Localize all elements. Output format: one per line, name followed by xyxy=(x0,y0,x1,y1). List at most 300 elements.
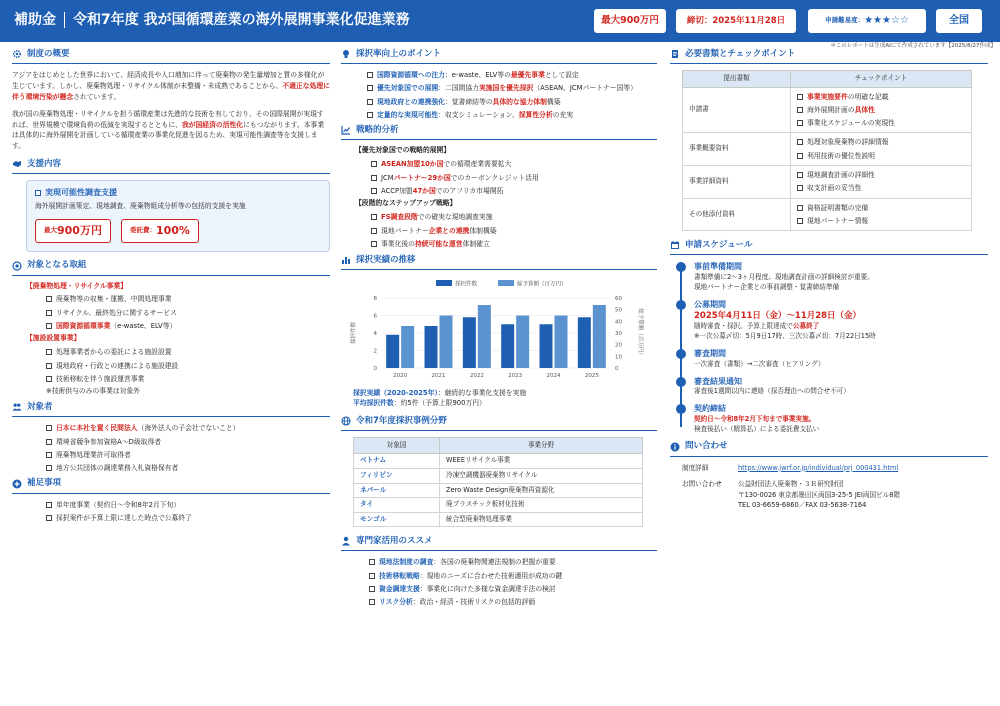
list-item xyxy=(369,584,657,594)
timeline-step xyxy=(694,348,988,369)
strategy-text: でのカーボンクレジット活用 xyxy=(450,173,539,182)
lightbulb-icon xyxy=(341,49,351,59)
step-heading: 審査結果通知 xyxy=(694,376,742,386)
step-heading: 審査期間 xyxy=(694,349,726,359)
table-header: 対象国 xyxy=(354,437,440,454)
activities-heading xyxy=(12,260,330,272)
table-cell-checks xyxy=(791,87,972,133)
table-cell-doc: その他添付資料 xyxy=(683,198,791,231)
y-tick-right: 10 xyxy=(615,354,622,361)
list-item-text: 廃棄物処理業許可取得者 xyxy=(56,451,131,460)
checkbox-icon xyxy=(371,228,377,234)
strategy-text: での確実な現地調査実施 xyxy=(417,213,493,222)
list-item xyxy=(46,294,330,304)
table-row xyxy=(354,454,643,469)
list-item-text: 単年度事業（契約日〜令和8年2月下旬） xyxy=(56,500,181,509)
list-item-text: 現地政府・行政との連携による施設建設 xyxy=(56,361,179,370)
rate-label: 委託費： xyxy=(129,225,156,234)
checkbox-icon xyxy=(46,515,52,521)
timeline-dot xyxy=(676,404,686,414)
check-item xyxy=(797,151,965,161)
points-heading xyxy=(341,48,657,60)
table-cell-country: タイ xyxy=(354,498,440,513)
bar-budget xyxy=(555,316,568,369)
list-item xyxy=(369,571,657,581)
max-value: 900万円 xyxy=(57,223,102,237)
schedule-heading xyxy=(670,239,988,251)
list-item-text: 採択案件が予算上限に達した時点で公募終了 xyxy=(56,513,192,522)
cases-heading xyxy=(341,415,657,427)
strategy-title: 戦略的分析 xyxy=(356,125,399,136)
expert-highlight: 技術移転戦略 xyxy=(379,571,420,580)
activities-group-2-items xyxy=(26,347,330,384)
checkbox-icon xyxy=(369,586,375,592)
checkbox-icon xyxy=(46,349,52,355)
gear-icon xyxy=(12,49,22,59)
step-heading: 事前準備期間 xyxy=(694,262,742,272)
list-item xyxy=(367,97,657,107)
contact-block xyxy=(670,463,988,511)
list-item xyxy=(46,463,330,473)
checkbox-icon xyxy=(46,323,52,329)
timeline-step xyxy=(694,376,988,397)
table-row xyxy=(683,87,972,133)
list-item xyxy=(367,83,657,93)
results-chart xyxy=(341,276,657,384)
checkbox-icon xyxy=(797,185,803,191)
checkbox-icon xyxy=(46,310,52,316)
check-text: 現地調査計画の詳細性 xyxy=(807,171,875,180)
point-text: ：収支シミュレーション、 xyxy=(438,111,519,120)
timeline-dot xyxy=(676,377,686,387)
strategy-group-1-items xyxy=(355,159,657,196)
step-text: 一次審査（書類）→二次審査（ヒアリング） xyxy=(694,359,825,368)
table-row xyxy=(683,133,972,166)
check-item xyxy=(797,170,965,180)
strategy-group-1: 【優先対象国での戦略的展開】 xyxy=(355,146,451,155)
category-tag: 補助金 xyxy=(14,12,56,28)
left-column xyxy=(12,48,330,526)
step-text-part: 随時審査・採択。予算上限達成で xyxy=(694,322,793,331)
step-text: ※一次公募〆切：5月9日17時、三次公募〆切：7月22日15時 xyxy=(694,332,876,341)
check-text: 資格証明書類の完備 xyxy=(807,203,869,212)
strategy-text: 体制確立 xyxy=(462,239,490,248)
list-item xyxy=(46,450,330,460)
check-text: 収支計画の妥当性 xyxy=(807,184,862,193)
expert-text: ：事業化に向けた多様な資金調達手法の検討 xyxy=(419,584,556,593)
list-item xyxy=(371,173,657,183)
expert-text: ：現地のニーズに合わせた技術適用が成功の鍵 xyxy=(419,571,563,580)
strategy-list xyxy=(341,146,657,249)
bar-budget xyxy=(478,305,491,368)
table-cell-field: 廃プラスチック板材化技術 xyxy=(440,498,643,513)
x-tick-label: 2024 xyxy=(546,373,561,380)
table-header-row xyxy=(354,437,643,454)
divider xyxy=(341,269,657,270)
header-bar xyxy=(0,0,1000,42)
contact-detail-label: 制度詳細 xyxy=(682,463,709,472)
experts-title: 専門家活用のススメ xyxy=(356,536,433,547)
timeline-line xyxy=(680,265,682,426)
timeline-step xyxy=(694,261,988,292)
checkbox-icon xyxy=(367,112,373,118)
target-icon xyxy=(12,261,22,271)
point-text: 構築 xyxy=(546,97,561,106)
table-row xyxy=(683,198,972,231)
step-text xyxy=(694,322,988,332)
divider xyxy=(341,430,657,431)
strategy-group-2: 【段階的なステップアップ戦略】 xyxy=(355,199,457,208)
bar-count xyxy=(463,317,476,368)
list-item xyxy=(371,186,657,196)
list-item xyxy=(371,226,657,236)
strategy-heading xyxy=(341,124,657,136)
list-item xyxy=(46,347,330,357)
support-heading xyxy=(12,158,330,170)
strategy-text: JCM xyxy=(381,173,394,182)
point-text: ：二国間協力 xyxy=(438,84,479,93)
legend-label: 総予算額（百万円） xyxy=(517,281,567,288)
divider xyxy=(670,63,988,64)
overview-text: にもつながります。本事業は具体的に海外展開を計画している循環産業の事業化促進を図るため、実現可能性調査等を支援します。 xyxy=(12,120,325,151)
y-tick-left: 2 xyxy=(373,348,377,355)
divider xyxy=(670,456,988,457)
divider xyxy=(12,275,330,276)
table-row xyxy=(354,483,643,498)
documents-table xyxy=(682,70,972,231)
checkbox-icon xyxy=(371,241,377,247)
summary-label: 採択実績（2020-2025年） xyxy=(353,389,438,398)
overview-text: アジアをはじめとした世界において、経済成長や人口増加に伴って廃棄物の発生量増加と質の多様化が生じています。しかし、廃棄物処理・リサイクル体制が未整備・未成熟であることから、 xyxy=(12,71,325,90)
difficulty-label: 申請難易度： xyxy=(825,16,865,25)
documents-title: 必要書類とチェックポイント xyxy=(685,48,796,59)
table-cell-field: 統合型廃棄物処理事業 xyxy=(440,512,643,527)
step-date: 2025年4月11日（金）〜11月28日（金） xyxy=(694,311,862,322)
results-summary-2 xyxy=(341,399,657,409)
strategy-text: ACCP加盟 xyxy=(381,186,413,195)
point-text: ：覚書締結等の xyxy=(444,97,493,106)
checkbox-icon xyxy=(371,188,377,194)
overview-heading xyxy=(12,48,330,60)
strategy-text: でのアフリカ市場開拓 xyxy=(435,186,504,195)
notes-list xyxy=(12,500,330,524)
activities-note: ※技術供与のみの事業は対象外 xyxy=(46,387,141,396)
support-card-desc: 海外展開計画策定、現地調査、廃棄物組成分析等の包括的支援を実施 xyxy=(35,201,246,210)
timeline-dot xyxy=(676,300,686,310)
point-text: ：e-waste、ELV等の xyxy=(444,71,511,79)
plus-circle-icon xyxy=(12,479,22,489)
support-card-title: 実現可能性調査支援 xyxy=(45,188,117,198)
y-tick-right: 0 xyxy=(615,366,619,373)
point-text: （ASEAN、JCMパートナー国等） xyxy=(533,84,637,93)
list-item-text: （海外法人の子会社でないこと） xyxy=(137,424,240,433)
step-text: 書類準備に2〜3ヶ月程度。現地調査計画の詳細検討が重要。 xyxy=(694,272,874,281)
notes-title: 補足事項 xyxy=(27,478,62,489)
bar-budget xyxy=(593,305,606,368)
checkbox-icon xyxy=(369,559,375,565)
list-item xyxy=(369,557,657,567)
divider xyxy=(341,63,657,64)
checkbox-icon xyxy=(797,139,803,145)
divider xyxy=(12,493,330,494)
point-highlight: 定量的な実現可能性 xyxy=(377,111,439,120)
timeline-step xyxy=(694,299,988,343)
info-icon xyxy=(670,442,680,452)
table-cell-checks xyxy=(791,133,972,166)
checkbox-icon xyxy=(371,161,377,167)
contact-address: 〒130-0026 東京都墨田区両国3-25-5 JEI両国ビル8階 xyxy=(738,490,901,499)
table-header-row xyxy=(683,71,972,88)
summary-label: 平均採択件数 xyxy=(353,399,394,408)
bar-budget xyxy=(440,316,453,369)
check-text: 現地パートナー情報 xyxy=(807,216,869,225)
list-item xyxy=(46,374,330,384)
bar-count xyxy=(540,324,553,368)
activities-group-1-items xyxy=(26,294,330,331)
table-cell-doc: 事業詳細資料 xyxy=(683,166,791,199)
activities-title: 対象となる取組 xyxy=(27,260,87,271)
divider xyxy=(12,63,330,64)
check-item xyxy=(797,118,965,128)
check-text: 利用技術の優位性説明 xyxy=(807,151,875,160)
users-icon xyxy=(12,402,22,412)
checkbox-icon xyxy=(35,190,41,196)
contact-org: 公益財団法人廃棄物・３Ｒ研究財団 xyxy=(738,480,844,489)
table-row xyxy=(354,468,643,483)
table-cell-country: ベトナム xyxy=(354,454,440,469)
point-highlight-red: 最優先事業 xyxy=(510,71,545,79)
table-cell-country: モンゴル xyxy=(354,512,440,527)
expert-icon xyxy=(341,536,351,546)
strategy-text: 体制構築 xyxy=(469,226,497,235)
schedule-timeline xyxy=(674,261,988,434)
expert-text: ：政治・経済・技術リスクの包括的評価 xyxy=(412,598,536,607)
x-tick-label: 2022 xyxy=(469,373,484,380)
checkbox-icon xyxy=(367,72,373,78)
list-item xyxy=(371,212,657,222)
checkbox-icon xyxy=(797,107,803,113)
max-subsidy-badge xyxy=(35,219,111,243)
step-highlight: 契約日〜令和8年2月下旬まで事業実施。 xyxy=(694,414,816,423)
point-highlight-red: 採算性分析 xyxy=(518,111,553,120)
list-item xyxy=(369,597,657,607)
expert-text: ：各国の廃棄物関連法規制の把握が重要 xyxy=(433,558,556,567)
list-item xyxy=(46,423,330,433)
divider xyxy=(341,139,657,140)
list-item xyxy=(46,361,330,371)
check-highlight: 具体性 xyxy=(854,105,875,114)
notes-heading xyxy=(12,478,330,490)
activities-group-2: 【施設設置事業】 xyxy=(26,334,81,343)
divider xyxy=(670,254,988,255)
check-item xyxy=(797,216,965,226)
checkbox-icon xyxy=(797,120,803,126)
checkbox-icon xyxy=(46,296,52,302)
point-text: の充実 xyxy=(552,111,574,120)
middle-column xyxy=(341,48,657,611)
point-highlight: 現地政府との連携強化 xyxy=(377,97,445,106)
list-item-text: 地方公共団体の調達業務入札資格保有者 xyxy=(56,464,179,473)
y-tick-left: 4 xyxy=(373,331,377,338)
results-heading xyxy=(341,254,657,266)
checkbox-icon xyxy=(46,376,52,382)
documents-heading xyxy=(670,48,988,60)
summary-text: ：継続的な事業化支援を実施 xyxy=(437,389,527,398)
checkbox-icon xyxy=(369,573,375,579)
schedule-title: 申請スケジュール xyxy=(685,240,753,251)
checkbox-icon xyxy=(46,425,52,431)
legend-label: 採択件数 xyxy=(455,281,478,288)
check-item xyxy=(797,105,965,115)
strategy-text: 現地パートナー xyxy=(381,226,429,235)
step-text: 検査後払い（精算払）による委託費支払い xyxy=(694,424,820,433)
step-text: 現地パートナー企業との事前調整・覚書締結準備 xyxy=(694,282,840,291)
checkbox-icon xyxy=(797,94,803,100)
table-cell-field: Zero Waste Design廃棄物再資源化 xyxy=(440,483,643,498)
checkbox-icon xyxy=(367,85,373,91)
x-tick-label: 2025 xyxy=(584,373,599,380)
support-badges xyxy=(35,219,321,243)
activities-list xyxy=(12,282,330,398)
expert-highlight: リスク分析 xyxy=(379,598,413,607)
point-text: として設定 xyxy=(544,71,579,79)
timeline-step xyxy=(694,403,988,434)
table-row xyxy=(354,498,643,513)
document-icon xyxy=(670,49,680,59)
bar-count xyxy=(386,335,399,368)
support-card xyxy=(26,180,330,251)
check-text: 処理対象廃棄物の詳細情報 xyxy=(807,138,889,147)
divider xyxy=(12,173,330,174)
step-highlight: 公募終了 xyxy=(792,322,820,331)
table-row xyxy=(354,512,643,527)
deadline-badge: 締切：2025年11月28日 xyxy=(676,9,796,33)
list-item xyxy=(46,437,330,447)
list-item xyxy=(367,110,657,120)
checkbox-icon xyxy=(46,363,52,369)
max-amount-badge: 最大900万円 xyxy=(594,9,666,33)
support-card-heading xyxy=(35,187,321,199)
max-label: 最大 xyxy=(44,225,57,234)
divider xyxy=(341,550,657,551)
bar-count xyxy=(501,324,514,368)
strategy-highlight: パートナー29か国 xyxy=(393,173,451,182)
experts-heading xyxy=(341,535,657,547)
experts-list xyxy=(341,557,657,607)
check-highlight: 事業実施要件 xyxy=(807,92,848,101)
step-heading: 契約締結 xyxy=(694,404,726,414)
expert-highlight: 資金調達支援 xyxy=(379,584,420,593)
step-text: 審査後1週間以内に連絡（採否理由への問合せ不可） xyxy=(694,387,850,396)
y-tick-right: 40 xyxy=(615,319,622,326)
table-header: 事業分野 xyxy=(440,437,643,454)
y-tick-left: 0 xyxy=(373,366,377,373)
checkbox-icon xyxy=(371,175,377,181)
check-text: 事業化スケジュールの実現性 xyxy=(807,119,895,128)
table-cell-field: 冷凍空調機器廃棄物リサイクル xyxy=(440,468,643,483)
y-tick-left: 6 xyxy=(373,313,377,320)
list-item-text: 環境省競争参加資格A〜D級取得者 xyxy=(56,437,162,446)
point-highlight: 優先対象国での展開 xyxy=(377,84,439,93)
list-item-text: リサイクル、最終処分に関するサービス xyxy=(56,308,177,317)
summary-text: ：約5件（予算上限900万円） xyxy=(393,399,486,408)
contact-heading xyxy=(670,441,988,453)
eligible-heading xyxy=(12,401,330,413)
region-badge: 全国 xyxy=(936,9,982,33)
results-summary-1 xyxy=(341,389,657,399)
strategy-group-2-items xyxy=(355,212,657,249)
x-tick-label: 2023 xyxy=(508,373,523,380)
contact-inquiry-row xyxy=(682,479,988,511)
bar-budget xyxy=(401,326,414,368)
strategy-text: 事業化後の xyxy=(381,239,415,248)
list-item xyxy=(46,513,330,523)
checkbox-icon xyxy=(369,599,375,605)
contact-title: 問い合わせ xyxy=(685,441,728,452)
checkbox-icon xyxy=(46,452,52,458)
eligible-list xyxy=(12,423,330,473)
bar-chart-icon xyxy=(341,255,351,265)
check-text: 海外展開計画の xyxy=(807,105,855,114)
right-column xyxy=(670,48,988,511)
strategy-highlight: 企業との連携 xyxy=(428,226,470,235)
list-item-text: （e-waste、ELV等） xyxy=(110,322,177,331)
support-title: 支援内容 xyxy=(27,158,62,169)
checkbox-icon xyxy=(371,214,377,220)
activities-group-1: 【廃棄物処理・リサイクル事業】 xyxy=(26,281,128,290)
table-cell-doc: 申請書 xyxy=(683,87,791,133)
table-row xyxy=(683,166,972,199)
legend-swatch xyxy=(498,280,514,286)
overview-highlight: 我が国経済の活性化 xyxy=(181,120,244,129)
check-text: の明確な記載 xyxy=(847,92,889,101)
list-item xyxy=(371,239,657,249)
header-divider xyxy=(64,12,65,28)
y-tick-right: 50 xyxy=(615,307,622,314)
checkbox-icon xyxy=(797,205,803,211)
y-tick-right: 60 xyxy=(615,296,622,303)
table-header: チェックポイント xyxy=(791,71,972,88)
x-tick-label: 2020 xyxy=(393,373,408,380)
checkbox-icon xyxy=(46,439,52,445)
table-header: 提出書類 xyxy=(683,71,791,88)
cases-title: 令和7年度採択事例分野 xyxy=(356,415,447,426)
bar-count xyxy=(578,317,591,368)
checkbox-icon xyxy=(46,465,52,471)
globe-icon xyxy=(341,416,351,426)
list-item xyxy=(46,308,330,318)
contact-inquiry-label: お問い合わせ xyxy=(682,480,722,489)
y-axis-label-right: 総予算額（百万円） xyxy=(637,308,643,358)
strategy-highlight: FS調査段階 xyxy=(381,213,418,222)
list-item-text: 廃棄物等の収集・運搬、中間処理事業 xyxy=(56,295,172,304)
list-item-highlight: 国際資源循環事業 xyxy=(56,322,111,331)
difficulty-badge xyxy=(808,9,926,33)
y-tick-right: 20 xyxy=(615,342,622,349)
divider xyxy=(12,416,330,417)
expert-highlight: 現地法制度の調査 xyxy=(379,558,434,567)
rate-value: 100% xyxy=(155,223,190,237)
check-item xyxy=(797,183,965,193)
table-cell-checks xyxy=(791,198,972,231)
bar-budget xyxy=(516,316,529,369)
y-tick-left: 8 xyxy=(373,296,377,303)
contact-detail-row xyxy=(682,463,988,474)
detail-link[interactable]: https://www.jwrf.or.jp/individual/prj_000431.html xyxy=(738,463,899,472)
points-title: 採択率向上のポイント xyxy=(356,48,442,59)
check-item xyxy=(797,92,965,102)
handshake-icon xyxy=(12,159,22,169)
